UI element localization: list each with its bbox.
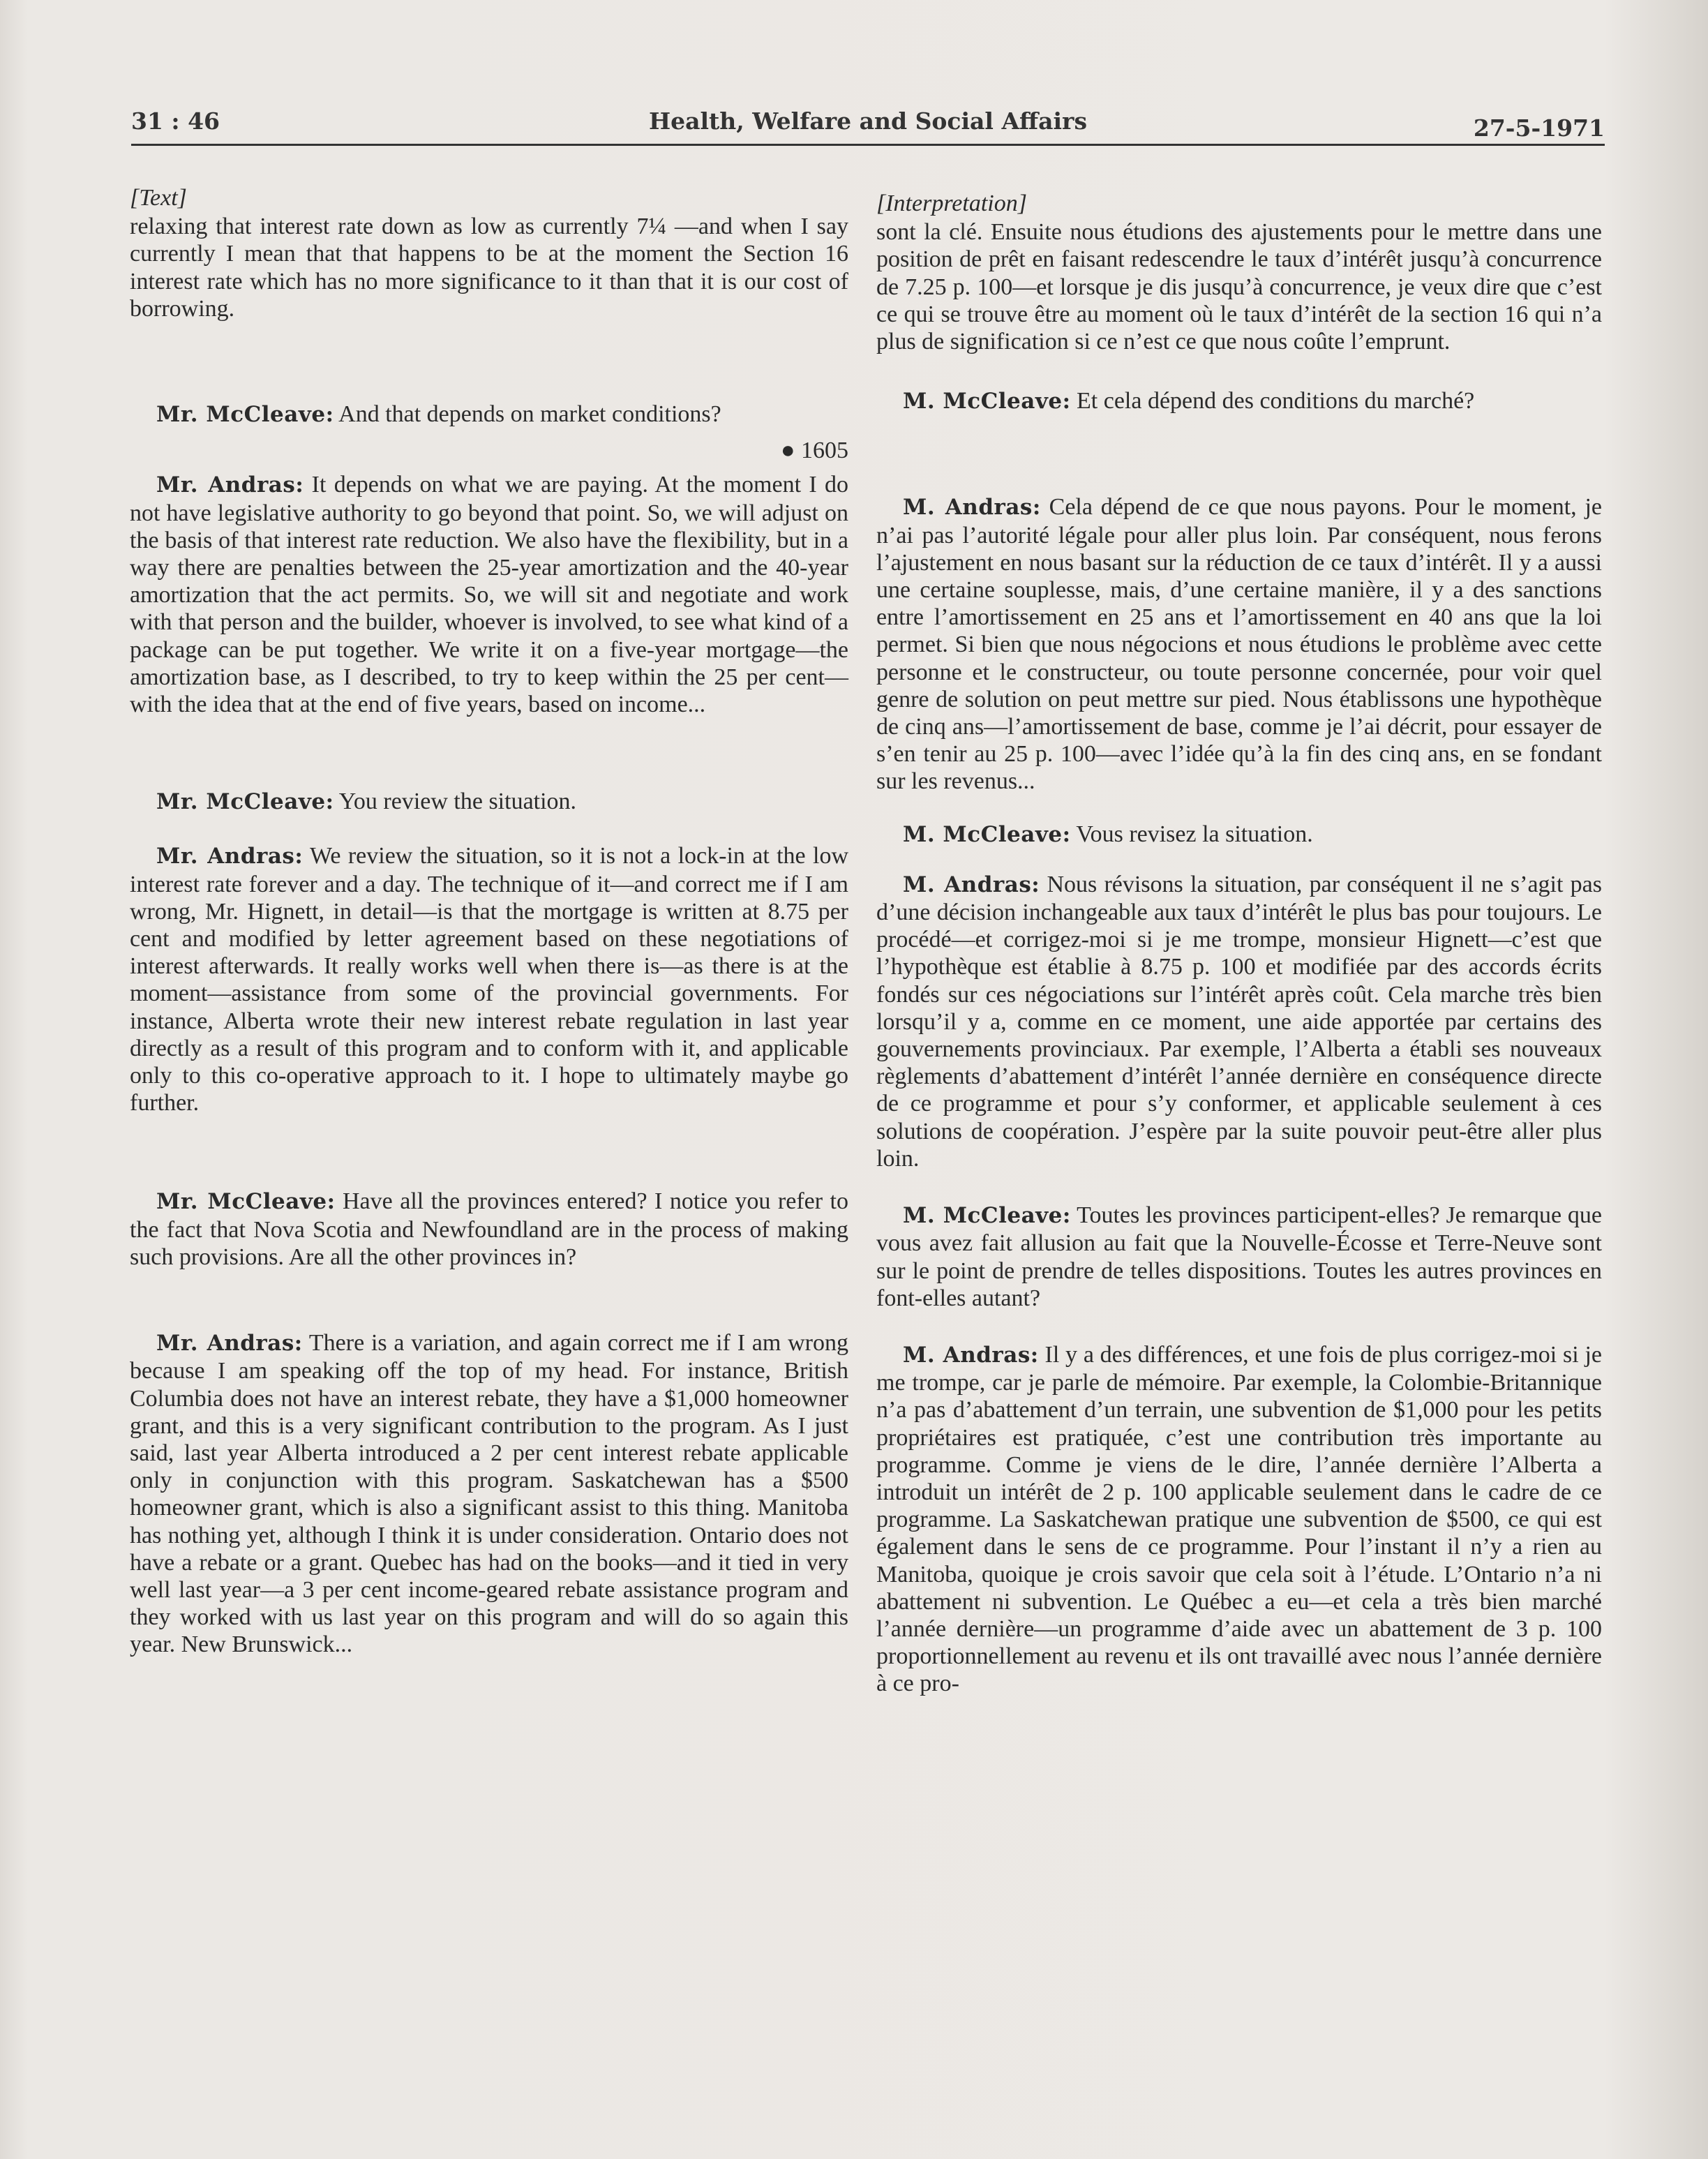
paragraph — [876, 387, 1602, 415]
paragraph — [876, 821, 1602, 849]
speech-text: And that depends on market conditions? — [334, 401, 721, 428]
speaker-name: M. McCleave: — [903, 821, 1071, 847]
speaker-name: Mr. Andras: — [156, 1331, 303, 1357]
paragraph — [130, 401, 848, 428]
speaker-name: M. McCleave: — [903, 1203, 1071, 1229]
speech-text: Cela dépend de ce que nous payons. Pour le moment, je n’ai pas l’autorité légale pour aller plus loin. Par conséquent, nous ferons l’ajustement en nous basant sur la réduction de ce taux d’intérêt. Il y a aussi une certaine souplesse, mais, d’une certaine manière, il y a des sanctions entre l’amortissement en 25 ans et l’amortissement en 40 ans que la loi permet. Si bien que nous négocions et nous étudions le problème avec cette personne et le constructeur, ou toute personne concernée, pour voir quel genre de solution on peut mettre sur pied. Nous établissons une hypothèque de cinq ans—l’amortissement de base, comme je l’ai décrit, pour essayer de s’en tenir au 25 p. 100—avec l’idée qu’à la fin des cinq ans, en se fondant sur les revenus... — [876, 494, 1603, 795]
speaker-name: Mr. McCleave: — [156, 789, 334, 815]
speech-text: Have all the provinces entered? I notice you refer to the fact that Nova Scotia and Newfoundland are in the process of making such provisions. Are all the other provinces in? — [130, 1188, 849, 1270]
speaker-name: Mr. Andras: — [156, 472, 304, 498]
english-column — [130, 184, 848, 1659]
paragraph — [130, 471, 848, 718]
speaker-name: M. Andras: — [903, 1342, 1039, 1368]
speech-text: Toutes les provinces participent-elles? Je remarque que vous avez fait allusion au fait que la Nouvelle-Écosse et Terre-Neuve sont sur le point de prendre de telles dispositions. Toutes les autres provinces en font-elles autant? — [876, 1202, 1603, 1311]
speech-text: It depends on what we are paying. At the moment I do not have legislative authority to go beyond that point. So, we will adjust on the basis of that interest rate reduction. We also have the flexibility, but in a way there are penalties between the 25-year amortization and the 40-year amortization that the act permits. So, we will sit and negotiate and work with that person and the builder, whoever is involved, to see what kind of a package can be put together. We write it on a five-year mortgage—the amortization base, as I described, to try to keep within the 25 per cent—with the idea that at the end of five years, based on income... — [130, 472, 849, 718]
paragraph — [876, 1341, 1602, 1698]
paragraph — [876, 493, 1602, 795]
speaker-name: M. Andras: — [903, 872, 1040, 897]
page-number: 31 : 46 — [131, 107, 220, 135]
paragraph — [130, 842, 848, 1116]
speech-text: There is a variation, and again correct me if I am wrong because I am speaking off the top of my head. For instance, British Columbia does not have an interest rebate, they have a $1,000 homeowner grant, and this is a very significant contribution to the program. As I just said, last year Alberta introduced a 2 per cent interest rebate applicable only in conjunction with this program. Saskatchewan has a $500 homeowner grant, which is also a significant assist to this thing. Manitoba has nothing yet, although I think it is under consideration. Ontario does not have a rebate or a grant. Quebec has had on the books—and it tied in very well last year—a 3 per cent income-geared rebate assistance program and they worked with us last year on this program and will do so again this year. New Brunswick... — [130, 1330, 848, 1658]
paragraph: sont la clé. Ensuite nous étudions des ajustements pour le mettre dans une position de prêt en faisant redescendre le taux d’intérêt jusqu’à concurrence de 7.25 p. 100—et lorsque je dis jusqu’à concurrence, je veux dire que c’est ce qui se trouve être au moment où le taux d’intérêt de la section 16 qui n’a plus de signification si ce n’est ce que nous coûte l’emprunt. — [876, 219, 1602, 355]
language-tag: [Text] — [130, 185, 187, 211]
speech-text: Nous révisons la situation, par conséquent il ne s’agit pas d’une décision inchangeable aux taux d’intérêt le plus bas pour toujours. Le procédé—et corrigez-moi si je me trompe, monsieur Hignett—c’est que l’hypothèque est établie à 8.75 p. 100 et modifiée par des accords écrits fondés sur ces négociations sur l’intérêt après coût. Cela marche très bien lorsqu’il y a, comme en ce moment, une aide apportée par certains des gouvernements provinciaux. Par exemple, l’Alberta a établi ses nouveaux règlements d’abattement d’intérêt l’année dernière en conséquence directe de ce programme et pour s’y conformer, et applicable seulement à ces solutions de coopération. J’espère par la suite pouvoir peut-être aller plus loin. — [876, 871, 1602, 1172]
page-header — [131, 105, 1605, 146]
speech-text: Vous revisez la situation. — [1070, 821, 1313, 847]
paragraph: relaxing that interest rate down as low as currently 7¼ —and when I say currently I mean that that happens to be at the moment the Section 16 interest rate which has no more significance to it than that it is our cost of borrowing. — [130, 214, 848, 322]
paragraph — [130, 1188, 848, 1271]
paragraph — [876, 1202, 1602, 1312]
speech-text: We review the situation, so it is not a lock-in at the low interest rate forever and a day. The technique of it—and correct me if I am wrong, Mr. Hignett, in detail—is that the mortgage is written at 8.75 per cent and modified by letter agreement based on these negotiations of interest afterwards. It really works well when there is—as there is at the moment—assistance from some of the provincial governments. For instance, Alberta wrote their new interest rebate regulation in last year directly as a result of this program and to conform with it, and applicable only to this co-operative approach to it. I hope to ultimately maybe go further. — [130, 843, 848, 1116]
sitting-date: 27-5-1971 — [1473, 114, 1605, 142]
paragraph — [130, 788, 848, 816]
language-tag: [Interpretation] — [876, 190, 1027, 216]
speaker-name: Mr. McCleave: — [156, 402, 334, 428]
speaker-name: M. Andras: — [903, 495, 1041, 521]
time-marker: ● 1605 — [780, 438, 848, 464]
speaker-name: Mr. Andras: — [156, 844, 304, 869]
speech-text: Il y a des différences, et une fois de plus corrigez-moi si je me trompe, car je parle de mémoire. Par exemple, la Colombie-Britannique n’a pas d’abattement d’un terrain, une subvention de $1,000 pour les petits propriétaires est pratiquée, c’est une contribution très importante au programme. Comme je viens de le dire, l’année dernière l’Alberta a introduit un intérêt de 2 p. 100 applicable seulement dans le cadre de ce programme. La Saskatchewan pratique une subvention de $500, ce qui est également dans le sens de ce programme. Pour l’instant il n’y a rien au Manitoba, quoique je crois savoir que cela soit à l’étude. L’Ontario n’a ni abattement ni subvention. Le Québec a eu—et cela a très bien marché l’année dernière—un programme d’aide avec un abattement de 3 p. 100 proportionnellement au revenu et ils ont travaillé avec nous l’année dernière à ce pro- — [876, 1341, 1602, 1697]
paragraph — [876, 871, 1602, 1172]
speaker-name: Mr. McCleave: — [156, 1189, 336, 1215]
paragraph — [130, 1329, 848, 1658]
speaker-name: M. McCleave: — [903, 389, 1071, 414]
committee-title: Health, Welfare and Social Affairs — [648, 107, 1088, 135]
french-column — [876, 190, 1602, 1698]
speech-text: Et cela dépend des conditions du marché? — [1070, 388, 1475, 414]
speech-text: You review the situation. — [334, 789, 577, 815]
